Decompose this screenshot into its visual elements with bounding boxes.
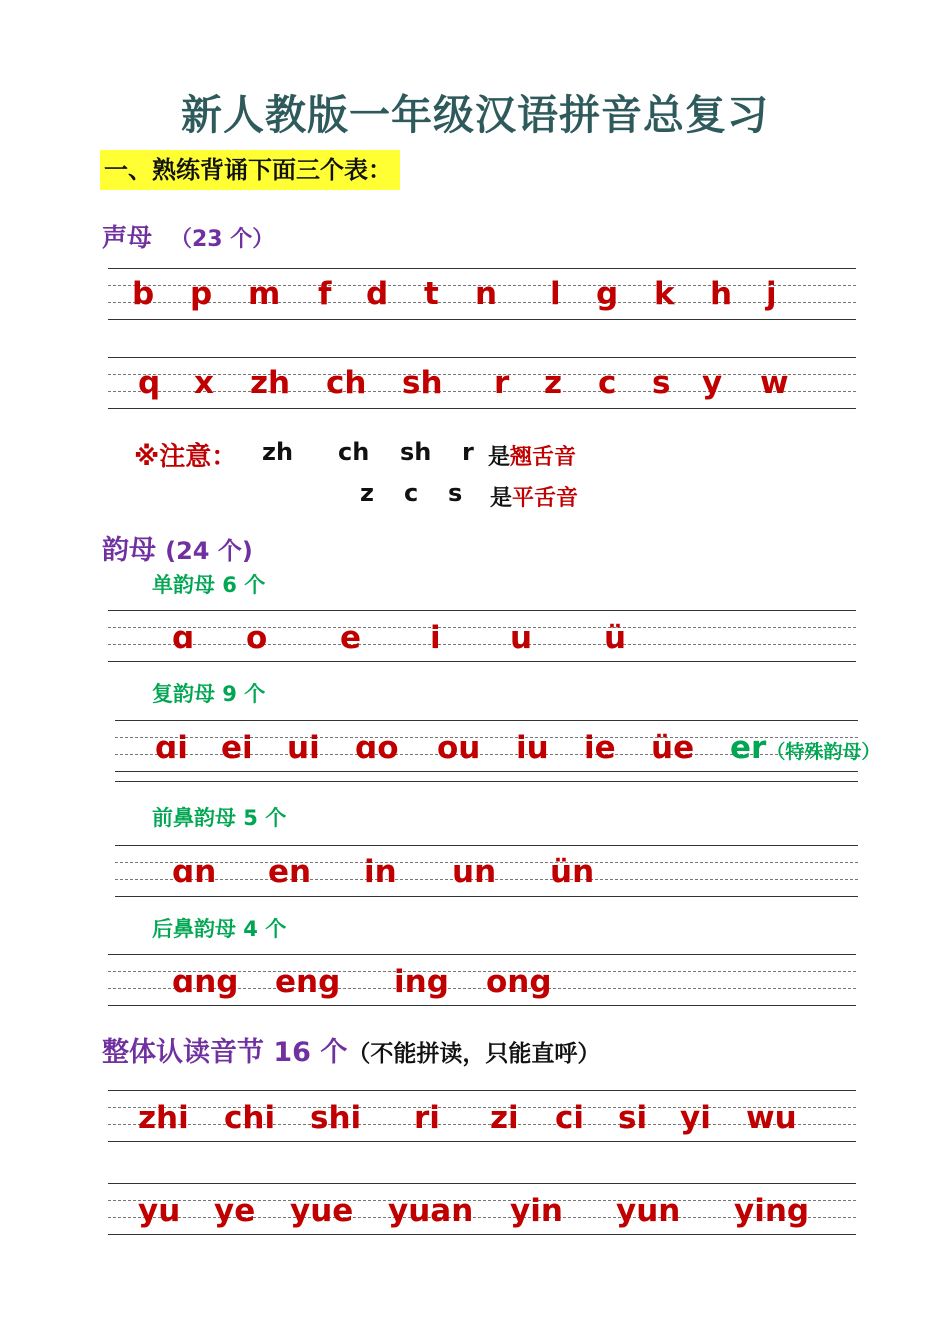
fu-yunmu-item: ei xyxy=(221,730,253,766)
shengmu-label: 声母 xyxy=(102,223,153,252)
shengmu-letter: w xyxy=(760,365,789,401)
note-letter: r xyxy=(462,438,474,466)
zhengti-heading xyxy=(102,1030,600,1069)
section-heading-recite: 一、熟练背诵下面三个表： xyxy=(100,150,400,190)
zhengti-syllable: yi xyxy=(680,1100,711,1136)
hou-bi-yunmu-item: ing xyxy=(394,964,449,1000)
zhengti-syllable: yuan xyxy=(388,1193,474,1229)
fu-yunmu-label: 复韵母 9 个 xyxy=(152,682,266,706)
shengmu-letter: sh xyxy=(402,365,443,401)
shengmu-letter: j xyxy=(766,276,777,312)
dan-yunmu-item: o xyxy=(246,620,268,656)
zhengti-syllable: chi xyxy=(224,1100,276,1136)
shengmu-letter: m xyxy=(248,276,281,312)
note-letter: zh xyxy=(262,438,294,466)
shengmu-letter: s xyxy=(652,365,671,401)
shengmu-letter: p xyxy=(190,276,213,312)
shengmu-letter: b xyxy=(132,276,155,312)
zhengti-syllable: ri xyxy=(414,1100,440,1136)
dan-yunmu-item: i xyxy=(430,620,441,656)
qian-bi-yunmu-item: ün xyxy=(550,854,595,890)
dan-yunmu-item: ɑ xyxy=(172,620,195,656)
dan-yunmu-item: u xyxy=(510,620,533,656)
zhengti-syllable: si xyxy=(618,1100,648,1136)
fu-yunmu-item: iu xyxy=(516,730,549,766)
shengmu-letter: f xyxy=(318,276,332,312)
page-title: 新人教版一年级汉语拼音总复习 xyxy=(181,91,769,139)
zhengti-note: （不能拼读，只能直呼） xyxy=(347,1041,601,1067)
writing-grid xyxy=(108,1090,856,1142)
shengmu-letter: n xyxy=(475,276,498,312)
fu-yunmu-item: üe xyxy=(651,730,695,766)
shengmu-letter: z xyxy=(544,365,563,401)
qian-bi-yunmu-label: 前鼻韵母 5 个 xyxy=(152,806,287,830)
zhengti-syllable: shi xyxy=(310,1100,362,1136)
shengmu-letter: x xyxy=(194,365,214,401)
dan-yunmu-item: ü xyxy=(604,620,627,656)
er-special-final: er（特殊韵母） xyxy=(730,730,881,766)
hou-bi-yunmu-item: eng xyxy=(275,964,341,1000)
fu-yunmu-item: ɑo xyxy=(355,730,399,766)
dan-yunmu-label: 单韵母 6 个 xyxy=(152,573,266,597)
shengmu-letter: q xyxy=(138,365,161,401)
yunmu-heading xyxy=(102,528,253,567)
shengmu-letter: h xyxy=(710,276,733,312)
qian-bi-yunmu-item: un xyxy=(452,854,497,890)
hou-bi-yunmu-label: 后鼻韵母 4 个 xyxy=(152,917,287,941)
fu-yunmu-item: ie xyxy=(584,730,616,766)
hou-bi-yunmu-item: ɑng xyxy=(172,964,239,1000)
writing-grid xyxy=(108,357,856,409)
note-letter: c xyxy=(404,479,419,507)
zhengti-syllable: zi xyxy=(490,1100,519,1136)
note-type-line1: 是翘舌音 xyxy=(488,445,577,470)
zhengti-syllable: yue xyxy=(290,1193,354,1229)
yunmu-label: 韵母 xyxy=(102,535,156,566)
zhengti-syllable: yin xyxy=(510,1193,563,1229)
zhengti-label: 整体认读音节 16 个 xyxy=(102,1037,348,1068)
zhengti-syllable: ci xyxy=(555,1100,585,1136)
fu-yunmu-item: ɑi xyxy=(155,730,188,766)
shengmu-letter: t xyxy=(424,276,439,312)
qian-bi-yunmu-item: in xyxy=(364,854,397,890)
writing-grid xyxy=(108,610,856,662)
qian-bi-yunmu-item: en xyxy=(268,854,312,890)
shengmu-letter: ch xyxy=(326,365,367,401)
note-letter: z xyxy=(360,479,374,507)
zhengti-syllable: wu xyxy=(746,1100,797,1136)
zhengti-syllable: yun xyxy=(616,1193,681,1229)
shengmu-letter: c xyxy=(598,365,617,401)
zhengti-syllable: yu xyxy=(138,1193,181,1229)
zhengti-syllable: ye xyxy=(214,1193,256,1229)
dan-yunmu-item: e xyxy=(340,620,362,656)
fu-yunmu-item: ou xyxy=(437,730,481,766)
note-label: ※注意： xyxy=(134,442,238,472)
shengmu-letter: l xyxy=(550,276,561,312)
shengmu-letter: r xyxy=(494,365,510,401)
yunmu-count: (24 个) xyxy=(165,537,253,565)
shengmu-letter: d xyxy=(366,276,389,312)
shengmu-letter: g xyxy=(596,276,619,312)
zhengti-syllable: zhi xyxy=(138,1100,189,1136)
note-type-line2: 是平舌音 xyxy=(490,486,579,511)
shengmu-heading xyxy=(102,218,274,254)
zhengti-syllable: ying xyxy=(734,1193,810,1229)
qian-bi-yunmu-item: ɑn xyxy=(172,854,217,890)
shengmu-letter: k xyxy=(654,276,675,312)
shengmu-letter: y xyxy=(702,365,723,401)
fu-yunmu-item: ui xyxy=(287,730,320,766)
note-letter: s xyxy=(448,479,463,507)
note-letter: sh xyxy=(400,438,432,466)
shengmu-count: （23 个） xyxy=(169,227,275,252)
note-letter: ch xyxy=(338,438,370,466)
shengmu-letter: zh xyxy=(250,365,291,401)
hou-bi-yunmu-item: ong xyxy=(486,964,552,1000)
